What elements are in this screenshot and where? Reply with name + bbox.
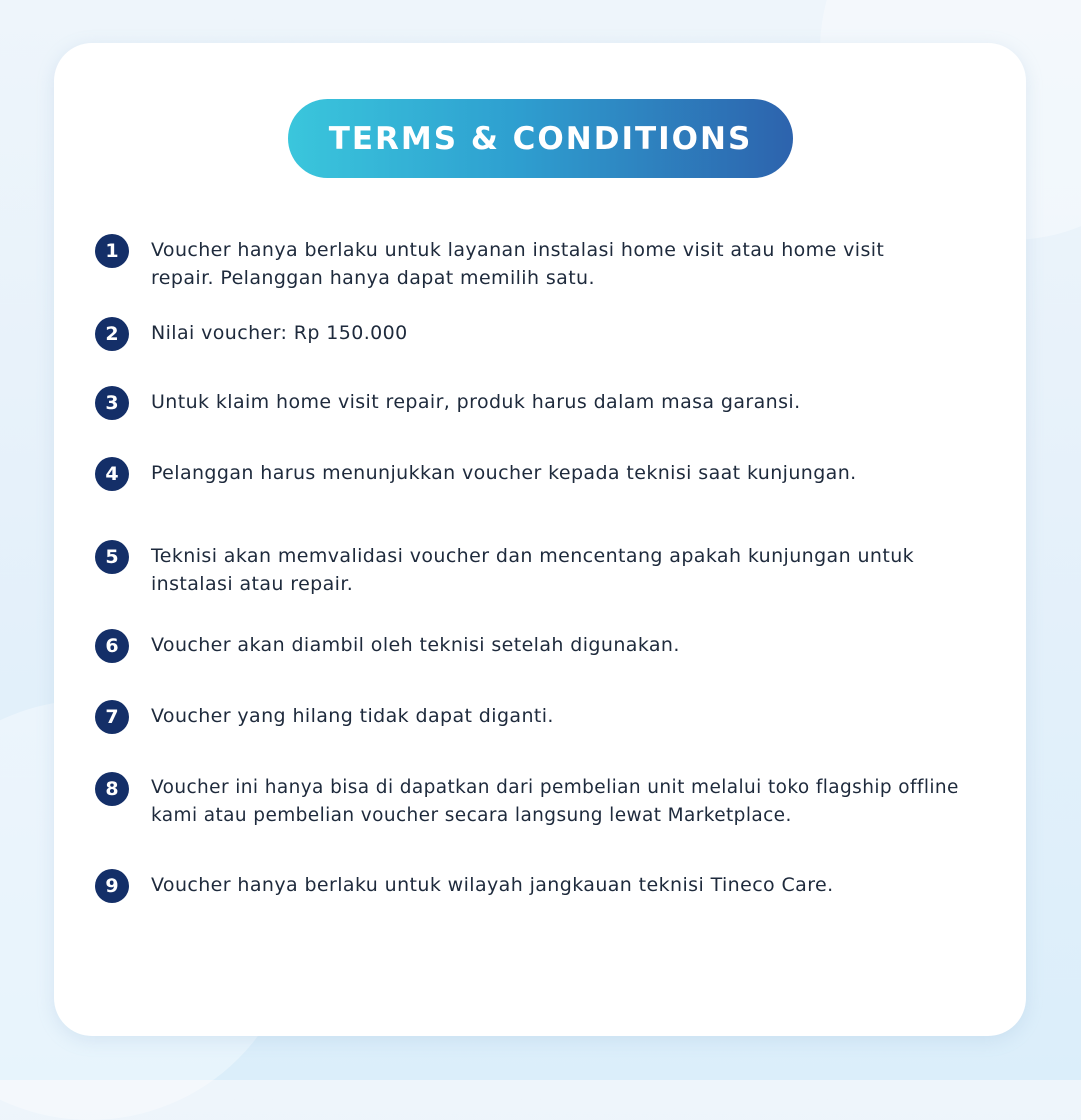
term-text: Voucher yang hilang tidak dapat diganti. — [151, 705, 554, 727]
term-text: Untuk klaim home visit repair, produk harus dalam masa garansi. — [151, 391, 801, 413]
term-text: Teknisi akan memvalidasi voucher dan mencentang apakah kunjungan untuk instalasi atau repair. — [151, 545, 915, 595]
term-number-badge: 6 — [95, 629, 129, 663]
term-text: Voucher ini hanya bisa di dapatkan dari pembelian unit melalui toko flagship offline kami atau pembelian voucher secara langsung lewat Marketplace. — [151, 777, 959, 826]
term-text: Voucher hanya berlaku untuk layanan instalasi home visit atau home visit repair. Pelanggan hanya dapat memilih satu. — [151, 239, 885, 289]
term-text: Nilai voucher: Rp 150.000 — [151, 322, 408, 344]
term-text: Voucher hanya berlaku untuk wilayah jangkauan teknisi Tineco Care. — [151, 874, 834, 896]
term-number-badge: 3 — [95, 386, 129, 420]
term-number-badge: 1 — [95, 234, 129, 268]
terms-card — [54, 43, 1026, 1036]
title-banner — [288, 99, 793, 178]
term-number-badge: 9 — [95, 869, 129, 903]
page-title: TERMS & CONDITIONS — [328, 120, 753, 157]
term-number-badge: 5 — [95, 540, 129, 574]
term-number-badge: 8 — [95, 772, 129, 806]
term-number-badge: 2 — [95, 317, 129, 351]
term-text: Pelanggan harus menunjukkan voucher kepada teknisi saat kunjungan. — [151, 462, 857, 484]
term-number-badge: 7 — [95, 700, 129, 734]
term-number-badge: 4 — [95, 457, 129, 491]
term-text: Voucher akan diambil oleh teknisi setelah digunakan. — [151, 634, 680, 656]
